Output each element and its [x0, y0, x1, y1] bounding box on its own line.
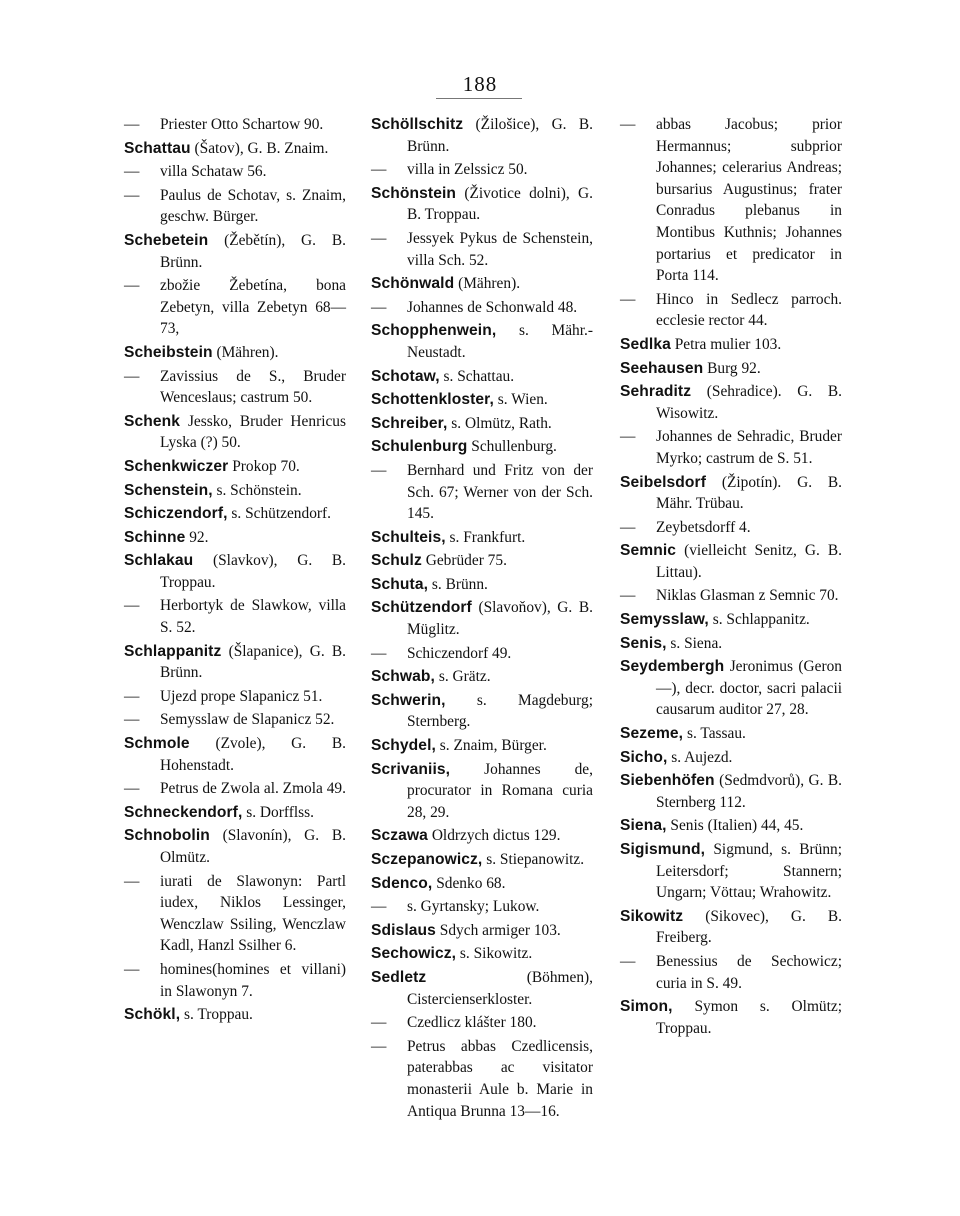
entry-text: (Žebětín), G. B. Brünn. [160, 231, 346, 271]
entry-text: Ujezd prope Slapanicz 51. [160, 687, 323, 705]
entry-text: homines(homines et villani) in Slawonyn 7. [160, 960, 346, 1000]
index-entry [620, 358, 842, 380]
entry-text: (Sedmdvorů), G. B. Sternberg 112. [656, 772, 842, 811]
entry-headword: Scheibstein [124, 343, 213, 361]
index-subentry [371, 1012, 593, 1034]
entry-text: Schiczendorf 49. [407, 644, 512, 662]
entry-text: Petra mulier 103. [674, 335, 782, 353]
entry-text: Niklas Glasman z Semnic 70. [656, 587, 839, 605]
index-entry [620, 723, 842, 745]
entry-text: Petrus de Zwola al. Zmola 49. [160, 780, 346, 798]
index-subentry [371, 460, 593, 525]
entry-text: s. Olmütz, Rath. [451, 414, 552, 432]
entry-headword: Schulz [371, 552, 422, 570]
entry-dash: — [371, 161, 387, 179]
entry-text: Sigmund, s. Brünn; Leitersdorf; Stannern; Ungarn; Vöttau; Wrahowitz. [656, 841, 842, 902]
entry-text: s. Dorfflss. [246, 803, 314, 821]
entry-dash: — [371, 461, 387, 479]
entry-text: (vielleicht Senitz, G. B. Littau). [656, 542, 842, 581]
entry-text: s. Stiepanowitz. [486, 851, 585, 868]
index-entry [371, 574, 593, 596]
index-entry [371, 943, 593, 965]
index-subentry [124, 275, 346, 340]
index-entry [620, 815, 842, 837]
entry-headword: Schotaw, [371, 367, 440, 385]
entry-dash: — [124, 163, 140, 181]
entry-dash: — [371, 298, 387, 316]
entry-text: Zavissius de S., Bruder Wenceslaus; castrum 50. [160, 367, 346, 407]
entry-text: Paulus de Schotav, s. Znaim, geschw. Bürger. [160, 186, 346, 226]
header-rule [436, 98, 522, 99]
entry-text: Johannes de Schonwald 48. [407, 298, 578, 316]
entry-text: (Slavkov), G. B. Troppau. [160, 552, 346, 591]
entry-text: s. Wien. [497, 391, 548, 409]
entry-text: s. Troppau. [184, 1006, 253, 1024]
entry-headword: Schneckendorf, [124, 803, 243, 821]
entry-text: s. Gyrtansky; Lukow. [407, 898, 540, 916]
entry-dash: — [124, 687, 140, 705]
index-entry [620, 996, 842, 1039]
entry-headword: Schökl, [124, 1006, 181, 1024]
index-subentry [124, 959, 346, 1002]
index-entry [371, 873, 593, 895]
index-subentry [124, 778, 346, 800]
entry-dash: — [124, 116, 140, 133]
entry-dash: — [124, 186, 140, 204]
entry-headword: Schützendorf [371, 599, 472, 617]
index-entry [620, 770, 842, 813]
entry-dash: — [620, 518, 636, 536]
entry-headword: Schottenkloster, [371, 391, 494, 409]
entry-headword: Schöllschitz [371, 116, 464, 133]
index-entry [124, 342, 346, 364]
entry-headword: Sicho, [620, 748, 668, 766]
index-subentry [124, 595, 346, 638]
entry-headword: Siena, [620, 817, 667, 835]
entry-dash: — [371, 229, 387, 247]
entry-headword: Schwab, [371, 668, 435, 686]
index-subentry [371, 1036, 593, 1122]
entry-text: (Slavonín), G. B. Olmütz. [160, 827, 346, 866]
index-subentry [124, 871, 346, 957]
entry-text: (Böhmen), Cistercienserkloster. [407, 968, 593, 1008]
column-right [620, 114, 842, 1041]
entry-dash: — [620, 290, 636, 308]
index-entry [371, 666, 593, 688]
entry-text: s. Magdeburg; Sternberg. [407, 691, 593, 731]
entry-headword: Schönwald [371, 275, 455, 293]
entry-text: Czedlicz klášter 180. [407, 1014, 537, 1032]
index-entry [620, 839, 842, 904]
entry-text: s. Schönstein. [216, 481, 302, 499]
index-entry [620, 633, 842, 655]
index-subentry [124, 366, 346, 409]
index-entry [371, 597, 593, 640]
index-entry [620, 540, 842, 583]
entry-dash: — [620, 587, 636, 605]
index-subentry [620, 289, 842, 332]
entry-text: Semysslaw de Slapanicz 52. [160, 711, 335, 729]
index-entry [620, 747, 842, 769]
index-entry [124, 230, 346, 273]
index-entry [124, 138, 346, 160]
index-entry [620, 906, 842, 949]
entry-text: (Mähren). [458, 275, 521, 293]
entry-text: s. Schattau. [443, 367, 515, 385]
index-entry [371, 413, 593, 435]
entry-text: s. Aujezd. [671, 748, 733, 766]
entry-headword: Seibelsdorf [620, 473, 707, 491]
entry-text: Gebrüder 75. [425, 552, 507, 570]
entry-headword: Sdenco, [371, 874, 433, 892]
entry-text: s. Sikowitz. [459, 945, 533, 963]
entry-headword: Senis, [620, 634, 667, 652]
entry-text: Priester Otto Schartow 90. [160, 116, 324, 133]
index-subentry [620, 585, 842, 607]
entry-dash: — [124, 872, 140, 890]
entry-headword: Schnobolin [124, 827, 210, 845]
entry-text: s. Frankfurt. [449, 528, 526, 546]
index-entry [371, 183, 593, 226]
index-subentry [124, 686, 346, 708]
entry-headword: Seehausen [620, 359, 704, 377]
entry-headword: Sedletz [371, 968, 427, 986]
entry-dash: — [124, 711, 140, 729]
index-entry [371, 967, 593, 1010]
index-entry [124, 480, 346, 502]
index-entry [371, 273, 593, 295]
entry-headword: Schreiber, [371, 414, 448, 432]
index-entry [371, 690, 593, 733]
entry-headword: Semysslaw, [620, 611, 709, 629]
entry-dash: — [124, 960, 140, 978]
entry-dash: — [124, 277, 140, 295]
index-subentry [620, 951, 842, 994]
entry-headword: Schulteis, [371, 528, 446, 546]
entry-text: Johannes de, procurator in Romana curia 28, 29. [407, 760, 593, 821]
entry-text: (Sikovec), G. B. Freiberg. [656, 907, 842, 947]
index-entry [124, 503, 346, 525]
entry-headword: Sedlka [620, 335, 671, 353]
entry-headword: Schlappanitz [124, 642, 222, 660]
index-entry [371, 436, 593, 458]
index-entry [124, 1004, 346, 1026]
entry-text: s. Mähr.-Neustadt. [407, 322, 593, 361]
index-subentry [124, 114, 346, 136]
entry-text: (Sehradice). G. B. Wisowitz. [656, 383, 842, 422]
entry-dash: — [620, 116, 636, 133]
index-entry [371, 849, 593, 871]
index-subentry [620, 517, 842, 539]
index-subentry [371, 159, 593, 181]
entry-text: Herbortyk de Slawkow, villa S. 52. [160, 597, 346, 637]
entry-headword: Schulenburg [371, 438, 468, 456]
entry-text: s. Znaim, Bürger. [439, 737, 547, 755]
entry-dash: — [371, 898, 387, 916]
entry-text: (Zvole), G. B. Hohenstadt. [160, 735, 346, 774]
index-entry [371, 759, 593, 824]
entry-headword: Schmole [124, 735, 190, 753]
entry-headword: Schiczendorf, [124, 505, 228, 523]
entry-text: s. Schützendorf. [231, 505, 331, 523]
index-entry [371, 366, 593, 388]
entry-headword: Sehraditz [620, 383, 692, 401]
entry-text: (Šlapanice), G. B. Brünn. [160, 642, 346, 682]
entry-text: Burg 92. [707, 359, 761, 377]
entry-text: 92. [189, 528, 209, 546]
entry-text: Johannes de Sehradic, Bruder Myrko; castrum de S. 51. [656, 428, 842, 467]
entry-headword: Schuta, [371, 575, 429, 593]
index-entry [620, 381, 842, 424]
entry-text: Jessyek Pykus de Schenstein, villa Sch. 52. [407, 229, 593, 269]
index-subentry [371, 228, 593, 271]
entry-headword: Sczawa [371, 827, 428, 845]
index-entry [371, 550, 593, 572]
index-entry [124, 802, 346, 824]
index-entry [124, 550, 346, 593]
entry-headword: Schenkwiczer [124, 457, 229, 475]
page-number: 188 [462, 72, 498, 96]
entry-text: (Slavoňov), G. B. Müglitz. [407, 599, 593, 639]
entry-headword: Sezeme, [620, 725, 684, 743]
entry-text: Jeronimus (Geron—), decr. doctor, sacri palacii causarum auditor 27, 28. [656, 658, 842, 719]
entry-headword: Semnic [620, 542, 677, 560]
entry-headword: Sechowicz, [371, 945, 457, 963]
entry-text: Symon s. Olmütz; Troppau. [656, 998, 842, 1037]
entry-text: Sdych armiger 103. [439, 921, 561, 939]
index-entry [124, 825, 346, 868]
entry-text: abbas Jacobus; prior Hermannus; subprior Johannes; celerarius Andreas; bursarius Augustinus; frater Conradus plebanus in Montibus Kuthnis; Johannes portarius et predicator in Porta 114. [656, 116, 842, 285]
index-entry [124, 527, 346, 549]
entry-text: s. Grätz. [438, 668, 491, 686]
entry-text: Sdenko 68. [436, 874, 506, 892]
entry-dash: — [620, 952, 636, 970]
index-subentry [124, 185, 346, 228]
index-entry [124, 641, 346, 684]
entry-headword: Schlakau [124, 552, 194, 570]
entry-dash: — [124, 367, 140, 385]
entry-headword: Schenk [124, 412, 181, 430]
entry-dash: — [371, 1014, 387, 1032]
entry-dash: — [124, 597, 140, 615]
index-entry [124, 456, 346, 478]
entry-text: s. Brünn. [431, 575, 488, 593]
index-subentry [371, 896, 593, 918]
entry-text: Jessko, Bruder Henricus Lyska (?) 50. [160, 412, 346, 452]
entry-text: (Mähren). [216, 343, 279, 361]
entry-text: Schullenburg. [471, 438, 557, 456]
entry-headword: Scrivaniis, [371, 760, 451, 778]
entry-headword: Sigismund, [620, 841, 706, 858]
index-entry [371, 527, 593, 549]
entry-text: villa in Zelssicz 50. [407, 161, 528, 179]
entry-text: villa Schataw 56. [160, 163, 267, 181]
entry-dash: — [124, 780, 140, 798]
entry-text: Oldrzych dictus 129. [431, 827, 561, 845]
column-middle [371, 114, 593, 1124]
entry-text: (Šatov), G. B. Znaim. [194, 139, 329, 157]
index-entry [620, 334, 842, 356]
entry-headword: Schönstein [371, 184, 457, 202]
index-entry [620, 609, 842, 631]
entry-text: (Životice dolni), G. B. Troppau. [407, 184, 593, 224]
column-left [124, 114, 346, 1028]
entry-headword: Schenstein, [124, 481, 213, 499]
entry-dash: — [371, 644, 387, 662]
entry-headword: Schwerin, [371, 691, 446, 709]
entry-dash: — [620, 428, 636, 446]
entry-text: iurati de Slawonyn: Partl iudex, Niklos Lessinger, Wenczlaw Ssiling, Wenczlaw Kadl, Hanzl Ssilher 6. [160, 872, 346, 955]
index-entry [124, 733, 346, 776]
entry-headword: Seydembergh [620, 658, 725, 676]
index-subentry [371, 643, 593, 665]
entry-text: Hinco in Sedlecz parroch. ecclesie rector 44. [656, 290, 842, 330]
entry-text: s. Siena. [670, 634, 723, 652]
entry-text: Bernhard und Fritz von der Sch. 67; Werner von der Sch. 145. [407, 461, 593, 523]
entry-text: Petrus abbas Czedlicensis, paterabbas ac visitator monasterii Aule b. Marie in Antiqua Brunna 13—16. [407, 1037, 593, 1120]
entry-headword: Schattau [124, 139, 191, 157]
index-entry [620, 656, 842, 721]
index-entry [371, 735, 593, 757]
index-entry [371, 825, 593, 847]
index-entry [620, 472, 842, 515]
entry-headword: Sczepanowicz, [371, 851, 483, 868]
index-subentry [124, 709, 346, 731]
entry-headword: Sdislaus [371, 921, 436, 939]
entry-text: Zeybetsdorff 4. [656, 518, 751, 536]
entry-text: Benessius de Sechowicz; curia in S. 49. [656, 952, 842, 992]
entry-headword: Schopphenwein, [371, 322, 497, 340]
index-subentry [620, 426, 842, 469]
entry-text: Senis (Italien) 44, 45. [670, 817, 804, 835]
index-entry [371, 920, 593, 942]
index-entry [371, 320, 593, 363]
index-entry [371, 389, 593, 411]
entry-text: Prokop 70. [232, 457, 300, 475]
entry-text: s. Schlappanitz. [712, 611, 810, 629]
entry-headword: Simon, [620, 998, 673, 1016]
index-subentry [371, 297, 593, 319]
entry-headword: Schebetein [124, 231, 209, 249]
entry-headword: Siebenhöfen [620, 772, 715, 790]
index-entry [371, 114, 593, 157]
entry-text: (Žipotín). G. B. Mähr. Trübau. [656, 473, 842, 513]
entry-headword: Schinne [124, 528, 186, 546]
index-subentry [124, 161, 346, 183]
entry-headword: Schydel, [371, 737, 436, 755]
entry-text: (Žilošice), G. B. Brünn. [407, 116, 593, 155]
index-subentry [620, 114, 842, 287]
entry-text: s. Tassau. [686, 725, 746, 743]
index-entry [124, 411, 346, 454]
entry-text: zbožie Žebetína, bona Zebetyn, villa Zebetyn 68—73, [160, 277, 346, 338]
entry-dash: — [371, 1037, 387, 1055]
entry-headword: Sikowitz [620, 907, 684, 925]
